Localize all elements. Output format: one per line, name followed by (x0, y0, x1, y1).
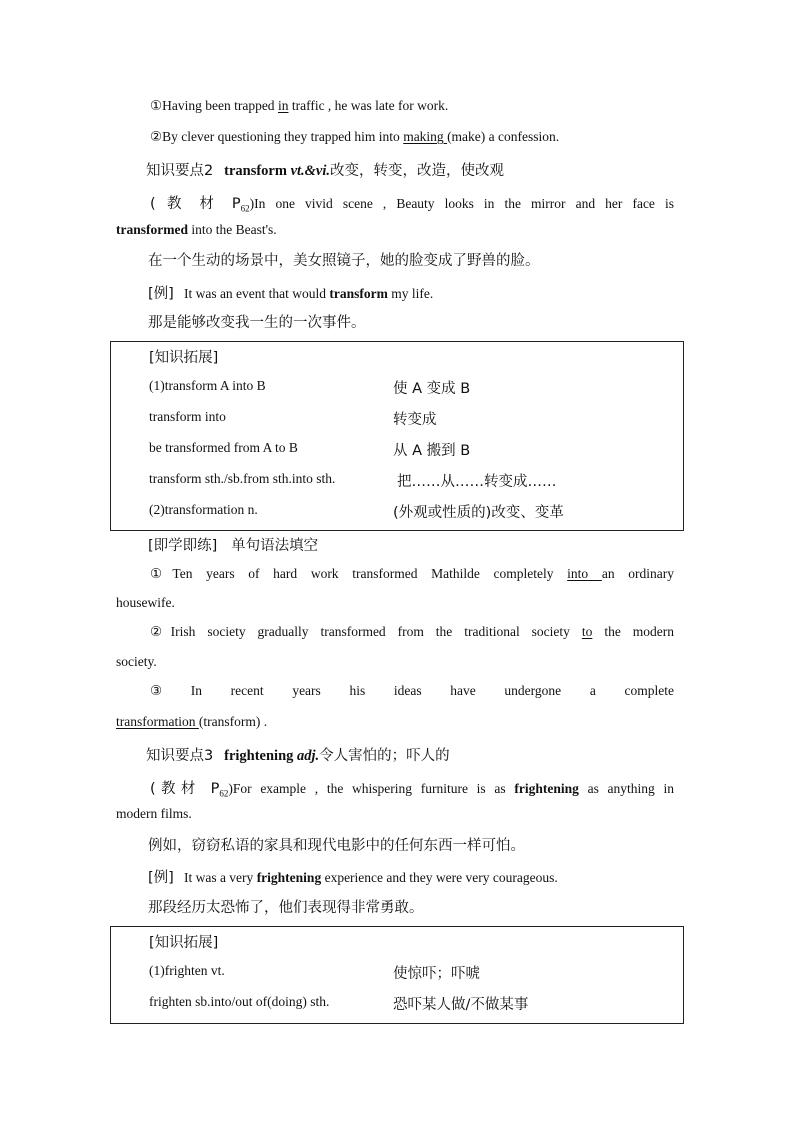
practice-question-1-cont: housewife. (116, 595, 175, 610)
example-sentence-1: ①Having been trapped in traffic , he was late for work. (150, 98, 449, 113)
textbook-quote-line-1: ( 教 材 $P_{62})In$ one vivid scene , Beauty looks in the mirror and her face is (150, 196, 674, 214)
practice-heading: [即学即练] 单句语法填空 (148, 538, 319, 554)
box-title: [知识拓展] (149, 350, 219, 366)
box-row-zh: 使 A 变成 B (393, 381, 471, 397)
box-row-en: be transformed from A to B (149, 440, 298, 455)
practice-question-1: ①Ten years of hard work transformed Mathilde completely into an ordinary (150, 566, 674, 581)
textbook-quote-line-2: modern films. (116, 806, 192, 821)
example-translation: 那段经历太恐怖了，他们表现得非常勇敢。 (148, 900, 424, 916)
knowledge-point-3-heading: 知识要点3 frightening adj.令人害怕的；吓人的 (146, 748, 450, 764)
textbook-quote-line-1: (教材 $P_{62})For$ example , the whispering furniture is as frightening as anything in (150, 781, 674, 799)
practice-question-3-cont: transformation (transform) . (116, 714, 268, 729)
box-row-zh: 恐吓某人做/不做某事 (393, 997, 529, 1013)
answer-blank: to (581, 624, 593, 639)
box-row-zh: 使惊吓；吓唬 (393, 966, 480, 982)
box-row-en: frighten sb.into/out of(doing) sth. (149, 994, 330, 1009)
textbook-quote-line-2: transformed into the Beast's. (116, 222, 277, 237)
box-row-en: (1)transform A into B (149, 378, 266, 393)
answer-blank: making (403, 129, 448, 144)
box-row-zh: 把……从……转变成…… (397, 474, 557, 490)
quote-translation: 例如，窃窃私语的家具和现代电影中的任何东西一样可怕。 (148, 838, 525, 854)
quote-translation: 在一个生动的场景中，美女照镜子，她的脸变成了野兽的脸。 (148, 253, 540, 269)
answer-blank: into (567, 566, 602, 581)
example-sentence: [例] It was an event that would transform my life. (148, 286, 434, 302)
example-sentence-2: ②By clever questioning they trapped him into making (make) a confession. (150, 129, 560, 144)
practice-question-2: ②Irish society gradually transformed from the traditional society to the modern (150, 624, 674, 639)
answer-blank: in (277, 98, 289, 113)
practice-question-3: ③ In recent years his ideas have undergone a complete (150, 683, 674, 698)
example-sentence: [例] It was a very frightening experience and they were very courageous. (148, 870, 558, 886)
knowledge-point-2-heading: 知识要点2 transform vt.&vi.改变，转变，改造，使改观 (146, 163, 505, 179)
box-row-en: (1)frighten vt. (149, 963, 225, 978)
box-row-zh: (外观或性质的)改变、变革 (393, 505, 564, 521)
knowledge-expansion-box-2 (110, 926, 684, 1024)
example-translation: 那是能够改变我一生的一次事件。 (148, 315, 366, 331)
practice-question-2-cont: society. (116, 654, 157, 669)
box-title: [知识拓展] (149, 935, 219, 951)
answer-blank: transformation (116, 714, 199, 729)
box-row-en: transform into (149, 409, 226, 424)
box-row-en: transform sth./sb.from sth.into sth. (149, 471, 336, 486)
box-row-en: (2)transformation n. (149, 502, 258, 517)
box-row-zh: 转变成 (393, 412, 437, 428)
knowledge-expansion-box-1 (110, 341, 684, 531)
box-row-zh: 从 A 搬到 B (393, 443, 471, 459)
